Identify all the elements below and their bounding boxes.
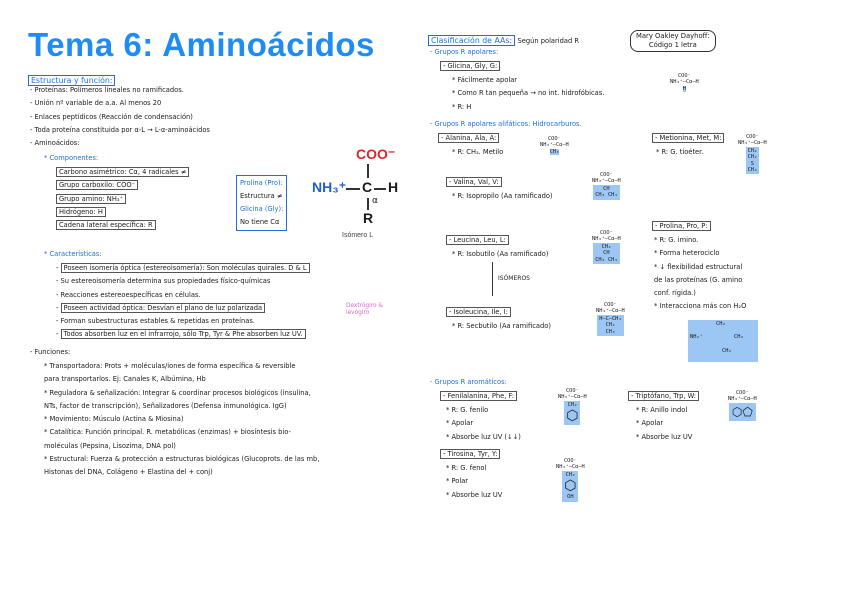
r-group-label: R: [363, 210, 374, 226]
intro-line: - Enlaces peptídicos (Reacción de condensación): [30, 112, 193, 121]
amino-label: NH₃⁺: [312, 179, 347, 195]
componente-item: Cadena lateral específica: R: [56, 220, 156, 230]
fenilalanina-name: - Fenilalanina, Phe, F:: [440, 390, 517, 403]
grupo-alifaticos-header: - Grupos R apolares alifáticos: Hidrocarburos.: [430, 120, 582, 128]
leucina-structure: COO⁻ NH₃⁺—Cα—H CH₂ CH CH₃ CH₃: [592, 230, 621, 263]
caracteristicas-header: * Características:: [44, 250, 102, 258]
componente-item: Carbono asimétrico: Cα, 4 radicales ≠: [56, 167, 189, 177]
caracteristica-item: - Poseen isomería óptica (estereoisomería): Son moléculas quirales. D & L: [56, 262, 310, 275]
bond-bottom: [367, 198, 369, 210]
funciones-list: [44, 360, 319, 480]
caracteristica-item: - Todos absorben luz en el infrarrojo, sólo Trp, Tyr & Phe absorben luz UV.: [56, 328, 310, 341]
isomer-caption: Isómero L: [342, 232, 374, 239]
isomeros-label: ISÓMEROS: [498, 275, 530, 282]
carboxyl-label: COO⁻: [356, 146, 396, 162]
triptofano-lines: * R: Anillo indol * Apolar * Absorbe luz UV: [636, 406, 693, 441]
prolina-name: - Prolina, Pro, P:: [652, 220, 711, 233]
valina-name: - Valina, Val, V:: [446, 176, 502, 189]
prolina-lines: * R: G. imino. * Forma heterociclo * ↓ flexibilidad estructural de las proteínas (G. amino conf. rígida.) * Interacciona más con H₂O: [654, 236, 747, 311]
bond-right: [374, 188, 386, 190]
dextro-levo-note: Dextrógiro & levógiro: [346, 303, 383, 316]
prolina-ring-structure: CH₂ CH₂ CH₂ NH₂⁺: [688, 320, 758, 362]
valina-structure: COO⁻ NH₃⁺—Cα—H CH CH₃ CH₃: [592, 172, 621, 199]
triptofano-name: - Triptófano, Trp, W:: [628, 390, 699, 403]
componente-item: Grupo amino: NH₃⁺: [56, 194, 126, 204]
caracteristica-item: - Reacciones estereoespecíficas en células.: [56, 290, 201, 299]
componente-item: Hidrógeno: H: [56, 207, 106, 217]
intro-line: - Aminoácidos:: [30, 139, 80, 148]
amino-acid-structure: [312, 144, 408, 244]
funcion-line: * Estructural: Fuerza & protección a estructuras biológicas (Glucoprots. de las mb,: [44, 455, 320, 464]
metionina-name: - Metionina, Met, M:: [652, 132, 724, 145]
intro-line: - Unión nº variable de a.a. Al menos 20: [30, 99, 162, 108]
caracteristica-item: - Su estereoisomería determina sus propiedades físico-químicas: [56, 277, 271, 286]
fenilalanina-structure: COO⁻ NH₃⁺—Cα—H CH₂ ⬡: [558, 388, 587, 425]
hydrogen-label: H: [388, 179, 399, 195]
isoleucina-structure: COO⁻ NH₃⁺—Cα—H H—C—CH₃ CH₂ CH₃: [596, 302, 625, 335]
alanina-name: - Alanina, Ala, A:: [438, 132, 499, 145]
isoleucina-r: * R: Secbutilo (Aa ramificado): [452, 322, 551, 330]
tirosina-lines: * R: G. fenol * Polar * Absorbe luz UV: [446, 464, 503, 499]
funcion-line: moléculas (Pepsina, Lisozima, DNA pol): [44, 441, 176, 450]
valina-r: * R: Isopropilo (Aa ramificado): [452, 192, 553, 200]
page-title: Tema 6: Aminoácidos: [28, 26, 375, 63]
caracteristicas-list: [56, 262, 310, 342]
funcion-line: NTs, factor de transcripción), Señalizadores (Defensa inmunológica. IgG): [44, 401, 287, 410]
intro-line: - Toda proteína constituida por α-L → L-α-aminoácidos: [30, 125, 210, 134]
isomeros-arrow: [492, 262, 493, 296]
funcion-line: para transportarlos. Ej: Canales K, Albúmina, Hb: [44, 375, 206, 384]
funcion-line: * Transportadora: Prots + moléculas/iones de forma específica & reversible: [44, 362, 296, 370]
grupo-apolares-header: - Grupos R apolares:: [430, 48, 499, 56]
funcion-line: Histonas del DNA, Colágeno + Elastina del + conj): [44, 468, 213, 477]
alanina-r: * R: CH₃. Metilo: [452, 148, 504, 156]
metionina-r: * R: G. tioéter.: [656, 148, 704, 156]
caracteristica-item: - Poseen actividad óptica: Desvían el plano de luz polarizada: [56, 302, 310, 315]
triptofano-structure: COO⁻ NH₃⁺—Cα—H ⬡⬠: [728, 390, 757, 419]
componentes-header: * Componentes:: [44, 154, 99, 162]
componente-item: Grupo carboxilo: COO⁻: [56, 180, 138, 190]
glicina-lines: * Fácilmente apolar * Como R tan pequeña → no int. hidrofóbicas. * R: H: [452, 76, 605, 111]
funcion-line: * Catalítica: Función principal. R. metabólicas (enzimas) + biosíntesis bio-: [44, 428, 291, 437]
bond-left: [346, 188, 360, 190]
alpha-symbol: α: [372, 196, 378, 206]
tirosina-name: - Tirosina, Tyr, Y:: [440, 448, 500, 461]
glicina-name: - Glicina, Gly, G:: [440, 60, 500, 73]
alpha-carbon: C: [362, 179, 373, 195]
bond-top: [367, 164, 369, 178]
dayhoff-note: Mary Oakley Dayhoff: Código 1 letra: [630, 30, 716, 52]
leucina-r: * R: Isobutilo (Aa ramificado): [452, 250, 549, 258]
funciones-header: - Funciones:: [30, 348, 71, 356]
grupo-aromaticos-header: - Grupos R aromáticos:: [430, 378, 507, 386]
metionina-structure: COO⁻ NH₃⁺—Cα—H CH₂ CH₂ S CH₃: [738, 134, 767, 174]
tirosina-structure: COO⁻ NH₃⁺—Cα—H CH₂ ⬡ OH: [556, 458, 585, 501]
intro-line: - Proteínas: Polímeros lineales no ramificados.: [30, 86, 184, 94]
clasificacion-header: Clasificación de AAs: Según polaridad R: [428, 36, 579, 45]
fenilalanina-lines: * R: G. fenilo * Apolar * Absorbe luz UV (↓↓): [446, 406, 521, 441]
glicina-structure: COO⁻ NH₃⁺—Cα—H H: [670, 73, 699, 92]
section-header-estructura: Estructura y función:: [28, 76, 115, 85]
intro-lines: [30, 84, 210, 150]
funcion-line: * Movimiento: Músculo (Actina & Miosina): [44, 415, 184, 424]
componentes-list: [56, 166, 189, 232]
isoleucina-name: - Isoleucina, Ile, I:: [446, 306, 511, 319]
prolina-glicina-box: Prolina (Pro): Estructura ≠ Glicina (Gly): No tiene Cα: [236, 175, 287, 231]
alanina-structure: COO⁻ NH₃⁺—Cα—H CH₃: [540, 136, 569, 155]
leucina-name: - Leucina, Leu, L:: [446, 234, 509, 247]
funcion-line: * Reguladora & señalización: Integrar & coordinar procesos biológicos (insulina,: [44, 388, 311, 397]
caracteristica-item: - Forman subestructuras estables & repetidas en proteínas.: [56, 317, 255, 326]
